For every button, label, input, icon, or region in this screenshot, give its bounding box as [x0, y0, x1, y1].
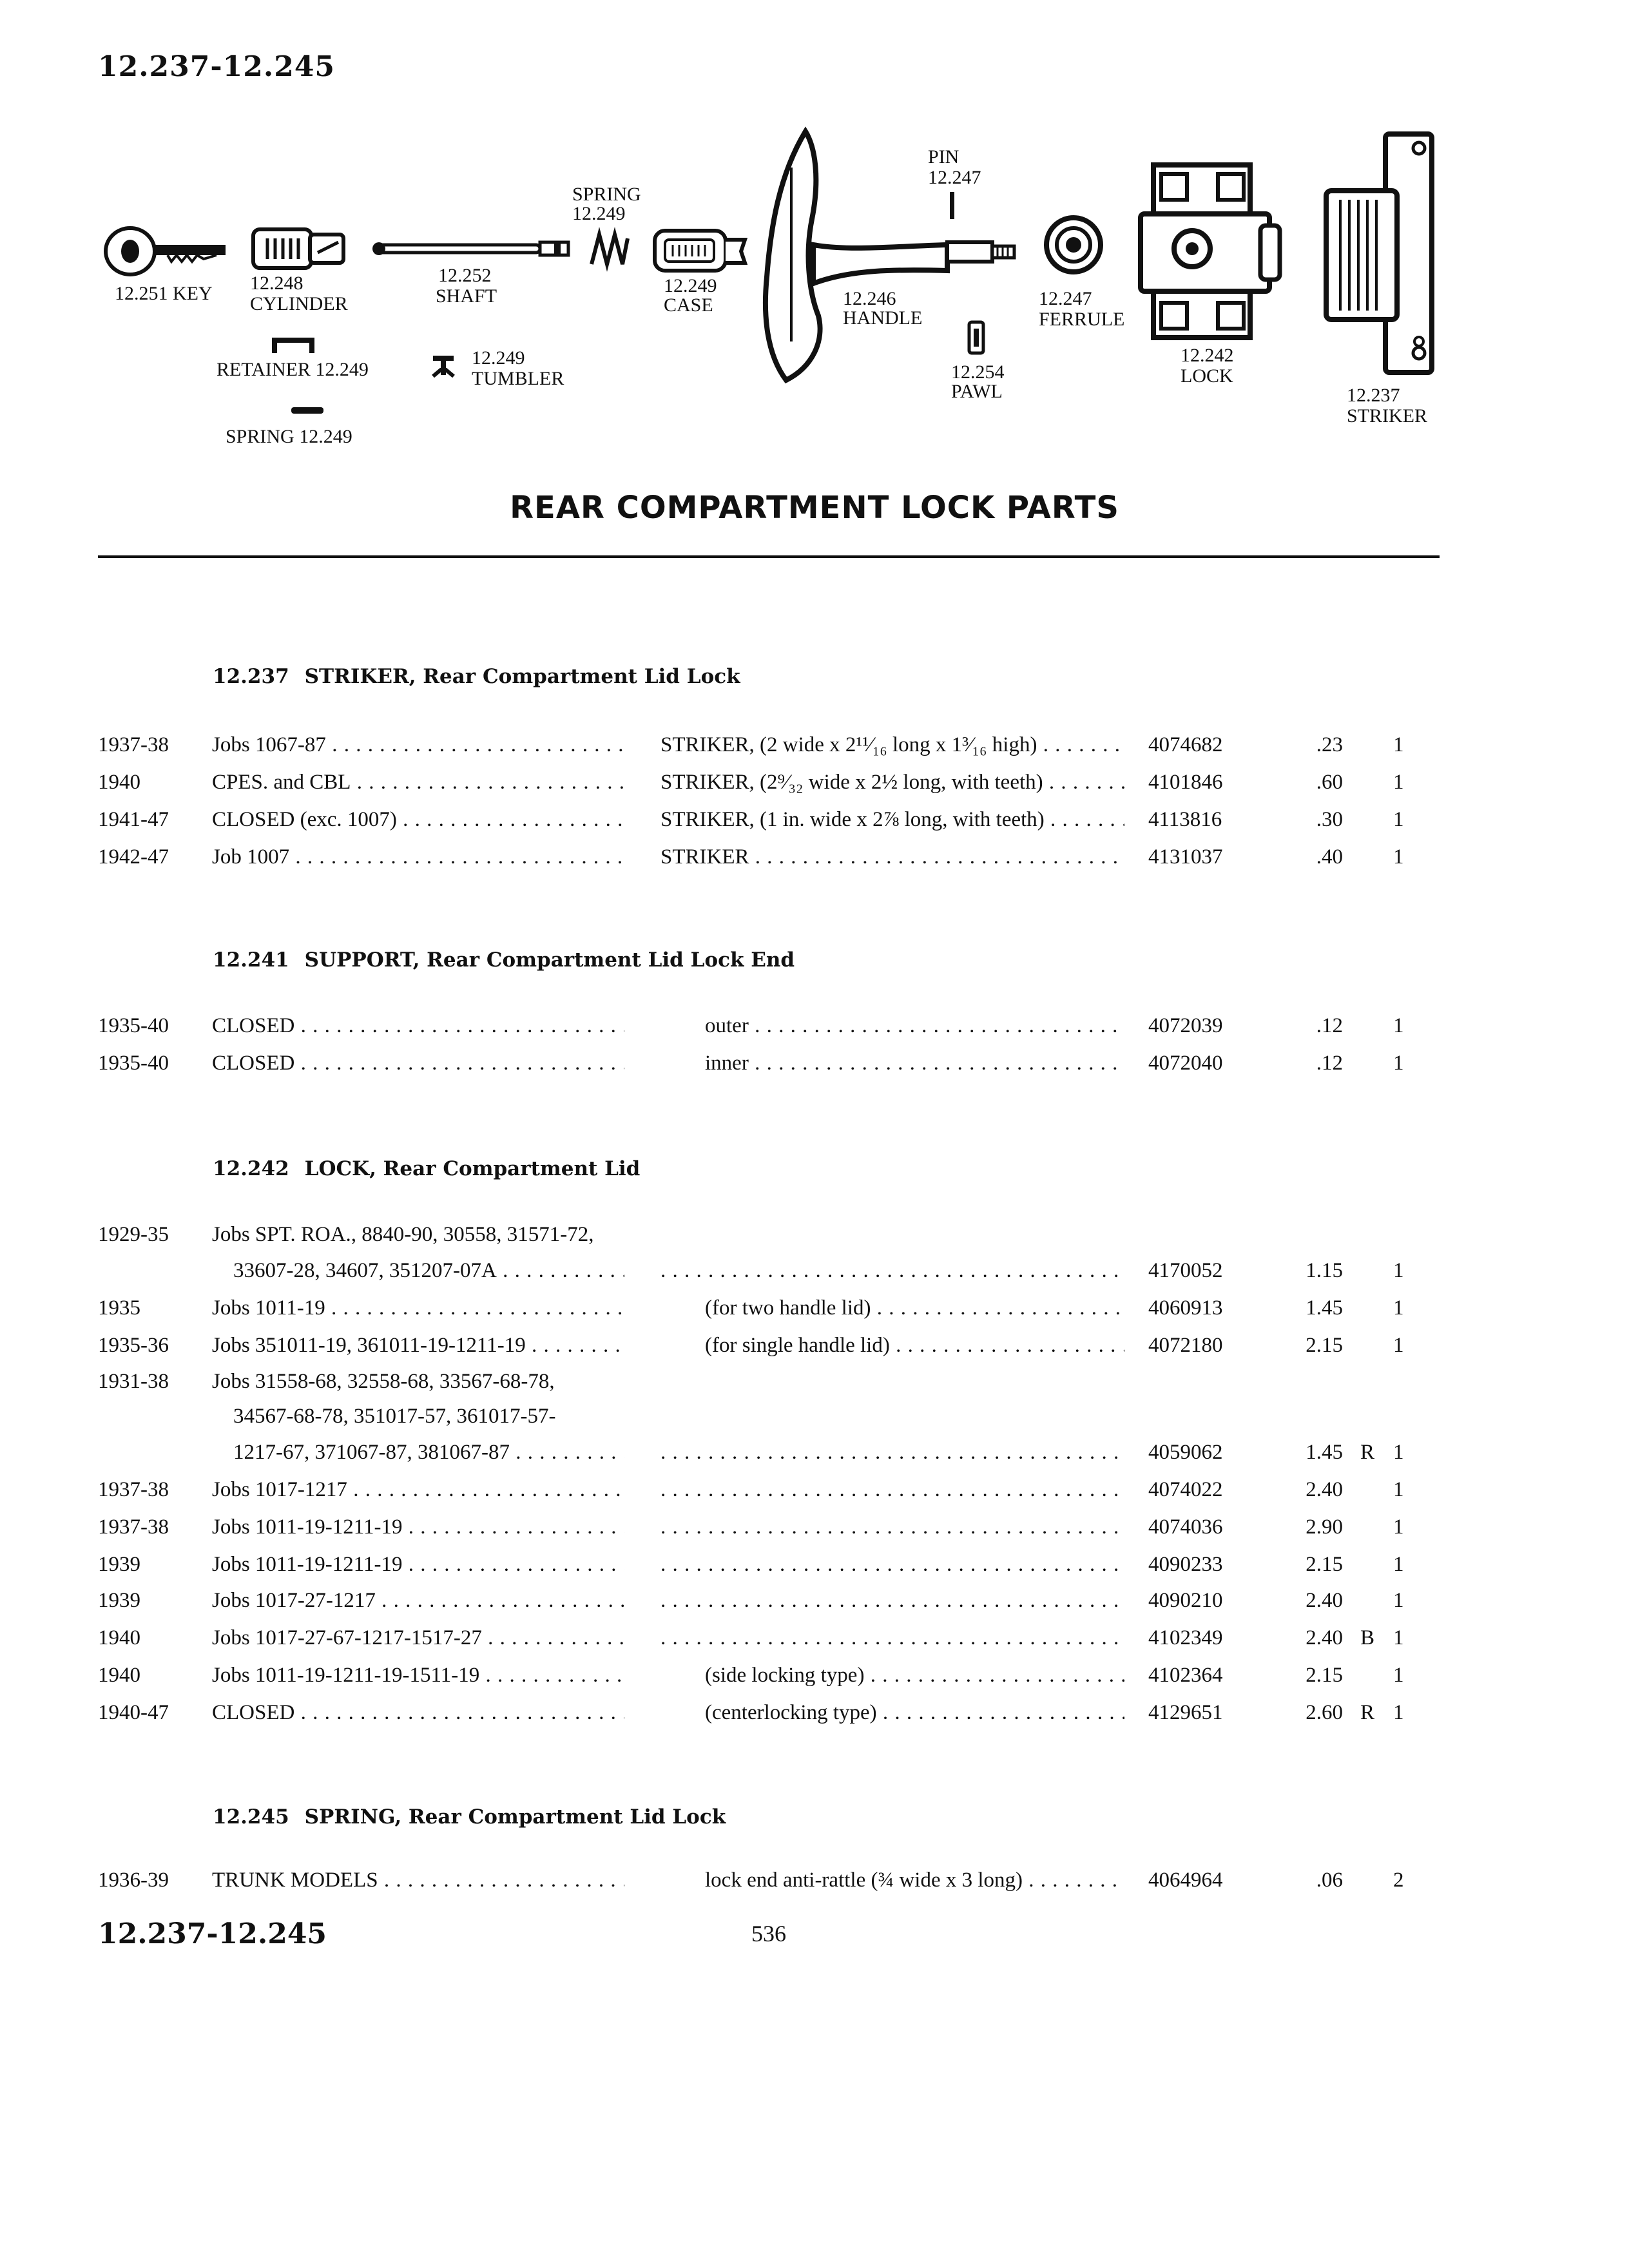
- pawl-label: PAWL: [951, 381, 1003, 402]
- page-footer-range: 12.237-12.245: [98, 1917, 327, 1950]
- row-quantity: 1: [1393, 733, 1404, 756]
- row-models: Jobs 1017-1217 . . .: [212, 1478, 624, 1502]
- row-year: 1936-39: [98, 1869, 169, 1892]
- ferrule-number: 12.247: [1039, 288, 1092, 309]
- row-description: STRIKER, (1 in. wide x 2⅞ long, with teeth) . . .: [660, 808, 1124, 832]
- table-row: [0, 1626, 1629, 1657]
- row-price: 1.45: [1306, 1296, 1343, 1320]
- case-drawing: [651, 227, 747, 278]
- row-description: [660, 1478, 1124, 1502]
- table-row: [0, 1441, 1629, 1472]
- row-part-number: 4102364: [1148, 1664, 1223, 1687]
- row-price: 2.15: [1306, 1553, 1343, 1576]
- row-price: 1.45: [1306, 1441, 1343, 1464]
- striker-drawing: [1321, 129, 1450, 380]
- lock-label: LOCK: [1181, 365, 1233, 387]
- row-models: Jobs 1017-27-67-1217-1517-27 . . .: [212, 1626, 624, 1650]
- row-price: 1.15: [1306, 1259, 1343, 1282]
- shaft-number: 12.252: [438, 265, 492, 286]
- row-price: .40: [1316, 845, 1343, 869]
- page-header-range: 12.237-12.245: [98, 50, 336, 83]
- row-models: 33607-28, 34607, 351207-07A . . .: [233, 1259, 624, 1283]
- table-row: [0, 1478, 1629, 1509]
- row-quantity: 1: [1393, 1515, 1404, 1539]
- row-models-line: 34567-68-78, 351017-57, 361017-57-: [233, 1405, 556, 1428]
- row-year: 1940: [98, 771, 140, 794]
- lock-drawing: [1134, 161, 1289, 341]
- row-part-number: 4074036: [1148, 1515, 1223, 1539]
- row-year: 1931-38: [98, 1370, 169, 1393]
- row-models: Jobs 351011-19, 361011-19-1211-19 . . .: [212, 1334, 624, 1358]
- table-row: [0, 1259, 1629, 1290]
- row-year: 1929-35: [98, 1223, 169, 1246]
- row-quantity: 1: [1393, 771, 1404, 794]
- row-models: CLOSED . . .: [212, 1052, 624, 1075]
- row-models: Jobs 1011-19-1211-19 . . .: [212, 1515, 624, 1539]
- row-part-number: 4101846: [1148, 771, 1223, 794]
- tumbler-label: TUMBLER: [472, 368, 564, 389]
- row-quantity: 1: [1393, 1014, 1404, 1037]
- retainer-label: RETAINER 12.249: [217, 359, 369, 380]
- handle-label: HANDLE: [843, 307, 923, 329]
- row-models: TRUNK MODELS . . .: [212, 1869, 624, 1892]
- table-row: [0, 1223, 1629, 1254]
- section-title-support: [213, 948, 795, 972]
- table-row: [0, 1405, 1629, 1436]
- row-quantity: 1: [1393, 1478, 1404, 1501]
- row-models: CLOSED . . .: [212, 1014, 624, 1038]
- row-description: [660, 1589, 1124, 1613]
- row-year: 1940: [98, 1664, 140, 1687]
- table-row: [0, 733, 1629, 764]
- row-price: .60: [1316, 771, 1343, 794]
- row-models: CLOSED (exc. 1007) . . .: [212, 808, 624, 832]
- row-part-number: 4129651: [1148, 1701, 1223, 1724]
- row-models-line: Jobs 31558-68, 32558-68, 33567-68-78,: [212, 1370, 555, 1393]
- row-part-number: 4090210: [1148, 1589, 1223, 1612]
- row-part-number: 4074682: [1148, 733, 1223, 756]
- row-description: (side locking type) . . .: [705, 1664, 1124, 1687]
- section-title-spring: [213, 1805, 726, 1829]
- row-quantity: 2: [1393, 1869, 1404, 1892]
- pin-drawing: [949, 192, 956, 219]
- row-part-number: 4072180: [1148, 1334, 1223, 1357]
- row-quantity: 1: [1393, 1589, 1404, 1612]
- row-quantity: 1: [1393, 1701, 1404, 1724]
- row-flag: R: [1360, 1441, 1375, 1464]
- ferrule-drawing: [1041, 213, 1106, 277]
- pawl-drawing: [967, 320, 987, 356]
- row-description: STRIKER, (2⁹⁄₃₂ wide x 2½ long, with teeth) . . .: [660, 771, 1124, 794]
- row-price: 2.15: [1306, 1664, 1343, 1687]
- row-year: 1935-40: [98, 1052, 169, 1075]
- table-row: [0, 1014, 1629, 1045]
- row-description: [660, 1553, 1124, 1577]
- table-row: [0, 1370, 1629, 1401]
- title-rule: [98, 555, 1440, 558]
- row-quantity: 1: [1393, 808, 1404, 831]
- row-part-number: 4074022: [1148, 1478, 1223, 1501]
- table-row: [0, 771, 1629, 802]
- row-price: 2.60: [1306, 1701, 1343, 1724]
- row-year: 1941-47: [98, 808, 169, 831]
- table-row: [0, 1589, 1629, 1620]
- tumbler-number: 12.249: [472, 347, 525, 369]
- shaft-drawing: [370, 238, 576, 264]
- row-price: .06: [1316, 1869, 1343, 1892]
- section-heading: SPRING, Rear Compartment Lid Lock: [304, 1805, 726, 1829]
- row-price: 2.40: [1306, 1626, 1343, 1649]
- row-models: CPES. and CBL . . .: [212, 771, 624, 794]
- row-part-number: 4090233: [1148, 1553, 1223, 1576]
- row-models-line: Jobs SPT. ROA., 8840-90, 30558, 31571-72,: [212, 1223, 594, 1246]
- page-number: 536: [751, 1921, 786, 1946]
- section-number: 12.242: [213, 1157, 289, 1180]
- section-heading: SUPPORT, Rear Compartment Lid Lock End: [304, 948, 795, 972]
- table-row: [0, 808, 1629, 839]
- row-description: outer . . .: [705, 1014, 1124, 1038]
- case-label: CASE: [664, 294, 713, 316]
- table-row: [0, 1701, 1629, 1732]
- shaft-label: SHAFT: [436, 285, 497, 307]
- section-heading: LOCK, Rear Compartment Lid: [304, 1157, 641, 1180]
- row-year: 1937-38: [98, 1478, 169, 1501]
- row-price: 2.40: [1306, 1478, 1343, 1501]
- row-year: 1940: [98, 1626, 140, 1649]
- row-description: [660, 1626, 1124, 1650]
- row-year: 1939: [98, 1553, 140, 1576]
- row-price: .12: [1316, 1014, 1343, 1037]
- row-models: Jobs 1011-19-1211-19-1511-19 . . .: [212, 1664, 624, 1687]
- row-models: 1217-67, 371067-87, 381067-87 . . .: [233, 1441, 624, 1465]
- row-year: 1940-47: [98, 1701, 169, 1724]
- cylinder-drawing: [248, 227, 351, 272]
- row-year: 1935: [98, 1296, 140, 1320]
- row-quantity: 1: [1393, 1664, 1404, 1687]
- table-row: [0, 1052, 1629, 1082]
- row-models: Jobs 1017-27-1217 . . .: [212, 1589, 624, 1613]
- section-heading: STRIKER, Rear Compartment Lid Lock: [304, 665, 740, 688]
- row-part-number: 4060913: [1148, 1296, 1223, 1320]
- row-quantity: 1: [1393, 1553, 1404, 1576]
- row-models: Jobs 1011-19-1211-19 . . .: [212, 1553, 624, 1577]
- row-flag: R: [1360, 1701, 1375, 1724]
- parts-illustration: [0, 0, 1629, 464]
- row-quantity: 1: [1393, 845, 1404, 869]
- row-part-number: 4059062: [1148, 1441, 1223, 1464]
- pin-number: 12.247: [928, 167, 981, 188]
- row-price: 2.15: [1306, 1334, 1343, 1357]
- spring-top-number: 12.249: [572, 203, 626, 224]
- row-part-number: 4113816: [1148, 808, 1222, 831]
- row-price: .12: [1316, 1052, 1343, 1075]
- striker-label: STRIKER: [1347, 405, 1428, 427]
- row-part-number: 4131037: [1148, 845, 1223, 869]
- pawl-number: 12.254: [951, 361, 1005, 383]
- spring-coil-drawing: [588, 229, 633, 268]
- row-year: 1937-38: [98, 733, 169, 756]
- spring-lower-label: SPRING 12.249: [226, 426, 352, 447]
- section-number: 12.237: [213, 665, 289, 688]
- row-models: CLOSED . . .: [212, 1701, 624, 1725]
- row-models: Job 1007 . . .: [212, 845, 624, 869]
- section-number: 12.245: [213, 1805, 289, 1829]
- row-description: [660, 1441, 1124, 1465]
- table-row: [0, 1553, 1629, 1584]
- row-description: inner . . .: [705, 1052, 1124, 1075]
- row-models: Jobs 1067-87 . . .: [212, 733, 624, 757]
- table-row: [0, 1334, 1629, 1365]
- striker-number: 12.237: [1347, 385, 1400, 406]
- row-description: [660, 1259, 1124, 1283]
- row-quantity: 1: [1393, 1334, 1404, 1357]
- row-price: 2.90: [1306, 1515, 1343, 1539]
- table-row: [0, 845, 1629, 876]
- row-description: STRIKER, (2 wide x 2¹¹⁄₁₆ long x 1³⁄₁₆ high) . . .: [660, 733, 1124, 757]
- retainer-drawing: [271, 336, 316, 356]
- cylinder-label: CYLINDER: [250, 293, 348, 314]
- row-part-number: 4102349: [1148, 1626, 1223, 1649]
- case-number: 12.249: [664, 275, 717, 296]
- row-description: lock end anti-rattle (¾ wide x 3 long) . . .: [705, 1869, 1124, 1892]
- section-number: 12.241: [213, 948, 289, 972]
- row-description: [660, 1515, 1124, 1539]
- row-description: (for single handle lid) . . .: [705, 1334, 1124, 1358]
- row-price: 2.40: [1306, 1589, 1343, 1612]
- row-flag: B: [1360, 1626, 1375, 1649]
- row-year: 1939: [98, 1589, 140, 1612]
- pin-label: PIN: [928, 146, 959, 168]
- row-models: Jobs 1011-19 . . .: [212, 1296, 624, 1320]
- row-description: (centerlocking type) . . .: [705, 1701, 1124, 1725]
- lock-number: 12.242: [1181, 345, 1234, 366]
- spring-small-drawing: [291, 406, 323, 415]
- section-title-striker: [213, 665, 740, 688]
- row-part-number: 4170052: [1148, 1259, 1223, 1282]
- row-year: 1935-40: [98, 1014, 169, 1037]
- row-year: 1942-47: [98, 845, 169, 869]
- row-year: 1937-38: [98, 1515, 169, 1539]
- row-quantity: 1: [1393, 1626, 1404, 1649]
- ferrule-label: FERRULE: [1039, 309, 1125, 330]
- row-part-number: 4064964: [1148, 1869, 1223, 1892]
- table-row: [0, 1515, 1629, 1546]
- row-part-number: 4072039: [1148, 1014, 1223, 1037]
- row-description: (for two handle lid) . . .: [705, 1296, 1124, 1320]
- row-description: STRIKER . . .: [660, 845, 1124, 869]
- row-quantity: 1: [1393, 1441, 1404, 1464]
- spring-top-label: SPRING: [572, 184, 641, 205]
- page-title: REAR COMPARTMENT LOCK PARTS: [510, 490, 1119, 526]
- key-label: 12.251 KEY: [115, 283, 213, 304]
- section-title-lock: [213, 1157, 640, 1180]
- row-quantity: 1: [1393, 1296, 1404, 1320]
- row-part-number: 4072040: [1148, 1052, 1223, 1075]
- row-year: 1935-36: [98, 1334, 169, 1357]
- table-row: [0, 1296, 1629, 1327]
- handle-number: 12.246: [843, 288, 896, 309]
- row-quantity: 1: [1393, 1052, 1404, 1075]
- table-row: [0, 1869, 1629, 1899]
- tumbler-drawing: [430, 353, 456, 379]
- cylinder-number: 12.248: [250, 273, 304, 294]
- key-drawing: [103, 219, 232, 284]
- row-price: .30: [1316, 808, 1343, 831]
- table-row: [0, 1664, 1629, 1695]
- row-price: .23: [1316, 733, 1343, 756]
- row-quantity: 1: [1393, 1259, 1404, 1282]
